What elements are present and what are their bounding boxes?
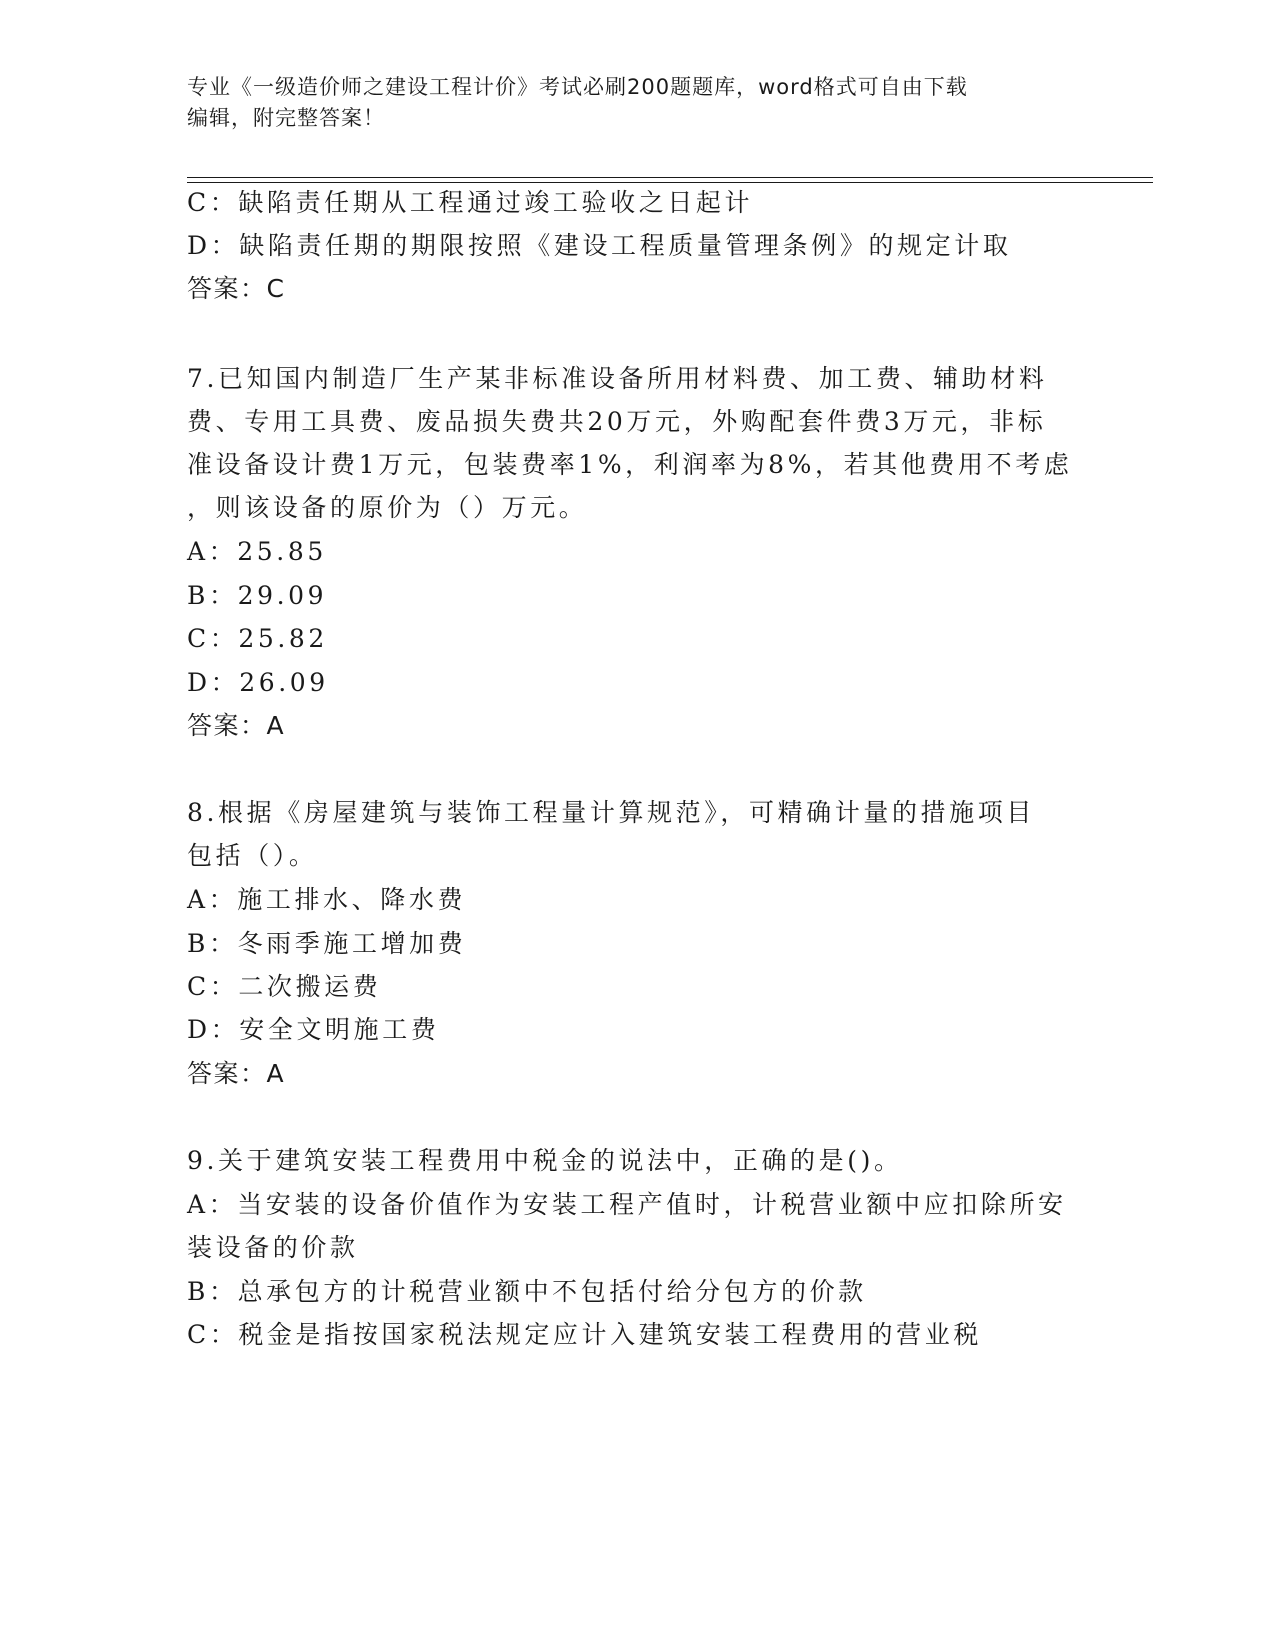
q6-option-c: C：缺陷责任期从工程通过竣工验收之日起计 <box>187 188 754 217</box>
header-divider-bottom <box>187 182 1153 183</box>
q7-answer: 答案：A <box>187 711 286 740</box>
q8-stem-line2: 包括（）。 <box>187 841 318 870</box>
q9-stem: 9.关于建筑安装工程费用中税金的说法中，正确的是()。 <box>187 1146 903 1175</box>
q6-option-d: D：缺陷责任期的期限按照《建设工程质量管理条例》的规定计取 <box>187 231 1012 260</box>
q7-option-b: B：29.09 <box>187 581 328 610</box>
q7-stem-line1: 7.已知国内制造厂生产某非标准设备所用材料费、加工费、辅助材料 <box>187 364 1048 393</box>
q9-option-a-line1: A：当安装的设备价值作为安装工程产值时，计税营业额中应扣除所安 <box>187 1190 1067 1219</box>
q9-option-a-line2: 装设备的价款 <box>187 1233 359 1262</box>
q8-option-c: C：二次搬运费 <box>187 972 382 1001</box>
q7-stem-line2: 费、专用工具费、废品损失费共20万元，外购配套件费3万元，非标 <box>187 407 1047 436</box>
q8-stem-line1: 8.根据《房屋建筑与装饰工程量计算规范》，可精确计量的措施项目 <box>187 798 1035 827</box>
q8-option-a: A：施工排水、降水费 <box>187 885 467 914</box>
q8-option-d: D：安全文明施工费 <box>187 1015 440 1044</box>
q7-stem-line4: ，则该设备的原价为（）万元。 <box>187 493 588 522</box>
header-title-line1: 专业《一级造价师之建设工程计价》考试必刷200题题库，word格式可自由下载 <box>187 75 968 99</box>
q6-answer: 答案：C <box>187 274 286 303</box>
q8-option-b: B：冬雨季施工增加费 <box>187 929 467 958</box>
q7-option-a: A：25.85 <box>187 537 327 566</box>
q7-option-d: D：26.09 <box>187 668 329 697</box>
q9-option-c: C：税金是指按国家税法规定应计入建筑安装工程费用的营业税 <box>187 1320 982 1349</box>
q8-answer: 答案：A <box>187 1059 286 1088</box>
header-title-line2: 编辑，附完整答案！ <box>187 106 385 130</box>
q7-option-c: C：25.82 <box>187 624 328 653</box>
header-divider-top <box>187 177 1153 178</box>
q9-option-b: B：总承包方的计税营业额中不包括付给分包方的价款 <box>187 1277 867 1306</box>
page-header <box>187 72 1087 134</box>
q7-stem-line3: 准设备设计费1万元，包装费率1%，利润率为8%，若其他费用不考虑 <box>187 450 1073 479</box>
